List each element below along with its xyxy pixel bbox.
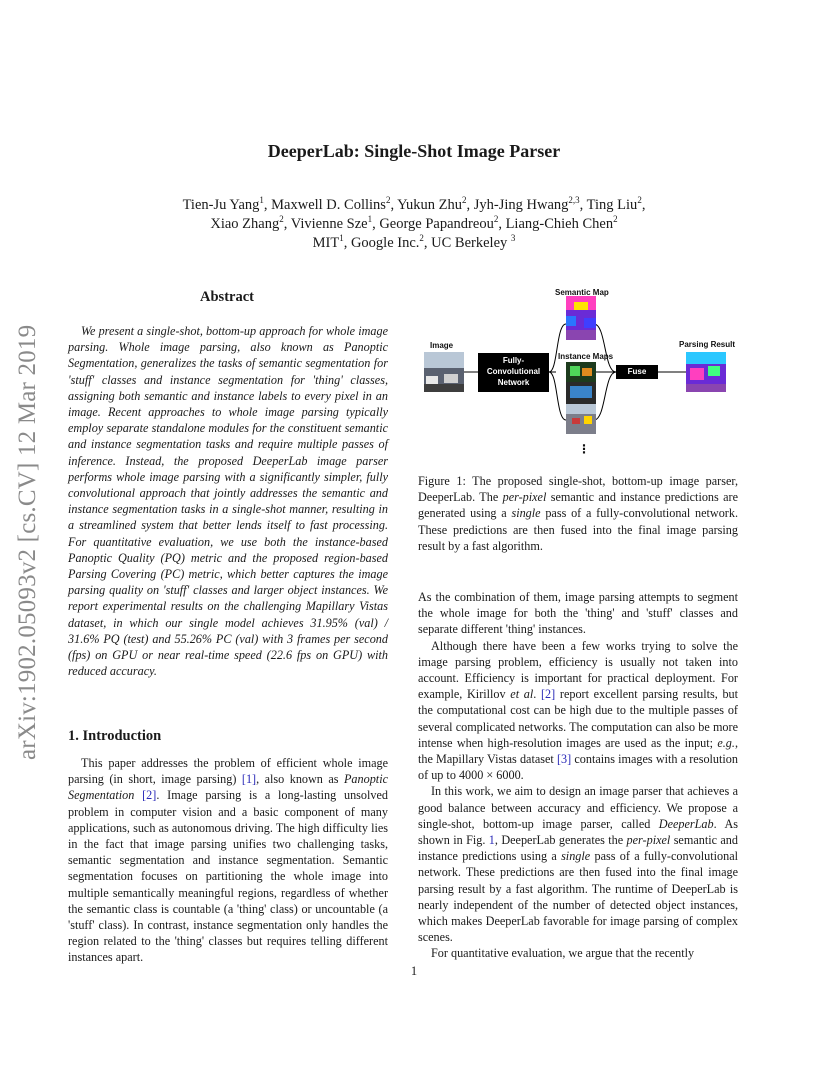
author: Tien-Ju Yang — [182, 197, 260, 213]
affiliation-mark: 2 — [279, 214, 284, 225]
body-paragraph: Although there have been a few works trying to solve the image parsing problem, efficiency is usually not taken into account. Efficiency is important for practical deployment. For example, Kirillov et al. [2] report excellent parsing results, but the computational cost can be high due to the multiple passes of several complicated networks. The computation can also be more intense when high-resolution images are used as the input; e.g., the Mapillary Vistas dataset [3] contains images with a resolution of up to 4000 × 6000. — [418, 638, 739, 783]
separator: , — [263, 197, 272, 213]
ellipsis-icon: ⋮ — [578, 442, 590, 456]
input-image-thumb — [424, 352, 464, 392]
separator: , — [343, 235, 351, 251]
separator: , — [372, 216, 380, 232]
body-paragraph: In this work, we aim to design an image parser that achieves a good balance between accuracy and efficiency. We propose a single-shot, bottom-up image parser, called DeeperLab. As shown in Fig. 1, DeeperLab generates the per-pixel semantic and instance predictions using a single pass of a fully-convolutional network. These predictions are then fused into the final image parsing result by a fast algorithm. The runtime of DeeperLab is nearly independent of the number of detected object instances, which makes DeeperLab favorable for image parsing of complex scenes. — [418, 784, 738, 945]
author-line-2 — [0, 215, 828, 233]
affiliation-line — [0, 234, 828, 252]
arxiv-stamp-text: arXiv:1902.05093v2 [cs.CV] 12 Mar 2019 — [14, 324, 41, 760]
separator: , — [579, 197, 587, 213]
abstract-heading: Abstract — [200, 289, 254, 305]
introduction-body — [68, 755, 388, 966]
abstract-body — [68, 323, 388, 679]
author: Liang-Chieh Chen — [505, 216, 614, 232]
body-paragraph: For quantitative evaluation, we argue that the recently — [431, 946, 695, 961]
affiliation-mark: 2 — [637, 195, 642, 206]
label-semantic-map: Semantic Map — [555, 288, 609, 297]
arxiv-stamp — [14, 290, 41, 760]
affiliation-mark: 2 — [613, 214, 618, 225]
citation-link[interactable]: [2] — [541, 687, 556, 702]
affiliation-mark: 2 — [385, 195, 391, 206]
affiliation-mark: 1 — [259, 195, 264, 206]
label-image: Image — [430, 341, 454, 350]
separator: , — [466, 197, 474, 213]
separator: , — [390, 197, 398, 213]
affiliation-mark: 2 — [493, 214, 499, 225]
instance-maps-thumb — [566, 362, 596, 434]
citation-link[interactable]: [1] — [241, 772, 257, 787]
figure-reference-link[interactable]: 1 — [488, 833, 495, 848]
parsing-result-thumb — [686, 352, 726, 392]
affiliation-mark: 2 — [462, 195, 467, 206]
author: Xiao Zhang — [210, 216, 280, 232]
affiliation-mark: 3 — [510, 233, 516, 244]
author: Maxwell D. Collins — [271, 197, 386, 213]
fuse-block: Fuse — [616, 365, 658, 379]
paper-title: DeeperLab: Single-Shot Image Parser — [267, 141, 561, 161]
institution: Google Inc. — [350, 235, 420, 251]
fcn-block: Fully-Convolutional Network — [478, 353, 549, 392]
author-line-1 — [0, 196, 828, 214]
citation-link[interactable]: [3] — [556, 752, 572, 767]
body-paragraph: As the combination of them, image parsing attempts to segment the whole image for both the 'thing' and 'stuff' classes and separate different 'thing' instances. — [418, 590, 738, 637]
figure-1-caption: Figure 1: The proposed single-shot, bottom-up image parser, DeeperLab. The per-pixel semantic and instance predictions are generated using a single pass of a fully-convolutional network. These predictions are then fused into the final image parsing result by a fast algorithm. — [418, 474, 738, 553]
affiliation-mark: 2,3 — [568, 195, 580, 206]
figure-1 — [418, 286, 748, 462]
page-number: 1 — [410, 964, 418, 978]
right-column-body — [418, 589, 738, 962]
citation-link[interactable]: [2] — [142, 788, 157, 803]
separator: , — [498, 216, 506, 232]
section-heading-introduction: 1. Introduction — [68, 728, 162, 744]
label-instance-maps: Instance Maps — [558, 352, 614, 361]
semantic-map-thumb — [566, 296, 596, 340]
author: Yukun Zhu — [397, 197, 463, 213]
institution: UC Berkeley — [431, 235, 511, 251]
intro-paragraph: This paper addresses the problem of efficient whole image parsing (in short, image parsing) [1], also known as Panoptic Segmentation [2]. Image parsing is a long-lasting unsolved problem in computer vision and a basic component of many applications, such as autonomous driving. The high difficulty lies in the fact that image parsing unifies two challenging tasks, semantic segmentation and instance segmentation. Semantic segmentation focuses on partitioning the whole image into multiple semantically meaningful regions, regardless of whether the semantic class is countable (a 'thing' class) or uncountable (a 'stuff' class). In contrast, instance segmentation only handles the region related to the 'thing' classes but requires telling different instances apart. — [68, 756, 389, 965]
affiliation-mark: 1 — [339, 233, 344, 244]
author: Jyh-Jing Hwang — [473, 197, 569, 213]
affiliation-mark: 2 — [419, 233, 424, 244]
separator: , — [641, 197, 646, 213]
institution: MIT — [312, 235, 340, 251]
separator: , — [423, 235, 432, 251]
author: Vivienne Sze — [290, 216, 368, 232]
abstract-paragraph: We present a single-shot, bottom-up approach for whole image parsing. Whole image parsing, also known as Panoptic Segmentation, generalizes the tasks of semantic segmentation for 'stuff' classes and instance segmentation for 'thing' classes, assigning both semantic and instance labels to every pixel in an image. Recent approaches to whole image parsing typically employ separate standalone modules for the constituent semantic and instance segmentation tasks and require multiple passes of inference. Instead, the proposed DeeperLab image parser performs whole image parsing with a significantly simpler, fully convolutional approach that jointly addresses the semantic and instance segmentation tasks in a single-shot manner, resulting in a streamlined system that better lends itself to fast processing. For quantitative evaluation, we use both the instance-based Panoptic Quality (PQ) metric and the proposed region-based Parsing Covering (PC) metric, which better captures the image parsing quality on 'stuff' classes and larger object instances. We report experimental results on the challenging Mapillary Vistas dataset, in which our single model achieves 31.95% (val) / 31.6% PQ (test) and 55.26% PC (val) with 3 frames per second (fps) on GPU or near real-time speed (22.6 fps on GPU) with reduced accuracy. — [68, 324, 388, 679]
author: Ting Liu — [586, 197, 638, 213]
separator: , — [283, 216, 291, 232]
label-parsing-result: Parsing Result — [679, 340, 736, 349]
affiliation-mark: 1 — [367, 214, 373, 225]
author: George Papandreou — [379, 216, 494, 232]
figure-1-diagram — [418, 286, 748, 462]
